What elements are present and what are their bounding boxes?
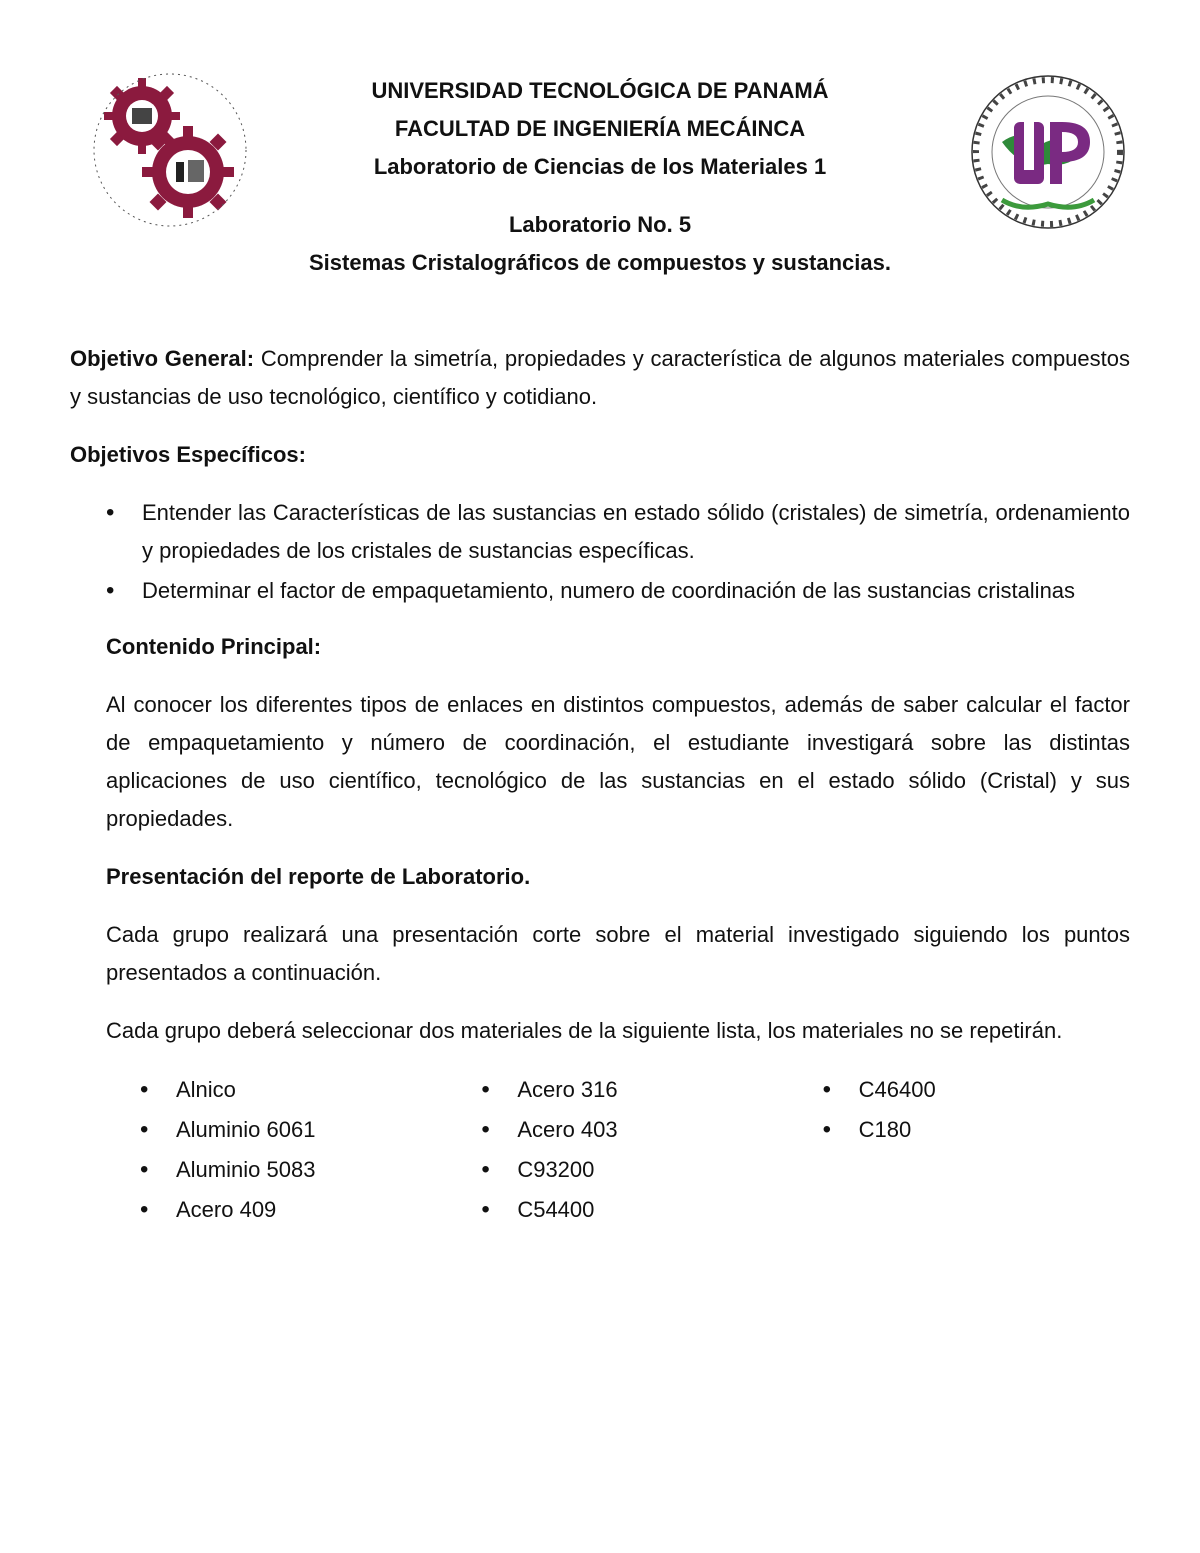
list-item: • Entender las Características de las sustancias en estado sólido (cristales) de simetría, ordenamiento y propiedades de los cristales de sustancias específicas. (70, 494, 1130, 570)
presentacion-label: Presentación del reporte de Laboratorio. (106, 864, 531, 889)
list-item: • Acero 316 (447, 1070, 788, 1110)
presentacion-paragraph-2: Cada grupo deberá seleccionar dos materiales de la siguiente lista, los materiales no se repetirán. (106, 1018, 1063, 1043)
objetivos-especificos-list (70, 494, 1130, 610)
faculty-name: FACULTAD DE INGENIERÍA MECÁINCA (394, 116, 806, 141)
mechanical-faculty-gear-logo-icon (90, 70, 250, 230)
lab-title: Sistemas Cristalográficos de compuestos y sustancias. (308, 250, 891, 275)
document-body (70, 340, 1130, 1230)
list-item: • Determinar el factor de empaquetamiento, numero de coordinación de las sustancias cristalinas (70, 572, 1130, 610)
presentacion-paragraph-1: Cada grupo realizará una presentación corte sobre el material investigado siguiendo los puntos presentados a continuación. (106, 922, 1130, 985)
list-item: • Alnico (106, 1070, 447, 1110)
list-item: • C46400 (789, 1070, 1130, 1110)
list-item: • C180 (789, 1110, 1130, 1150)
list-item: • Acero 409 (106, 1190, 447, 1230)
list-item: • C93200 (447, 1150, 788, 1190)
main-section (106, 628, 1130, 1050)
objetivo-general-paragraph (70, 340, 1130, 416)
utp-university-seal-logo-icon (962, 72, 1134, 232)
list-item: • Aluminio 6061 (106, 1110, 447, 1150)
materials-column-3 (789, 1070, 1130, 1230)
objetivo-general-text: Comprender la simetría, propiedades y característica de algunos materiales compuestos y sustancias de uso tecnológico, científico y cotidiano. (70, 346, 1130, 409)
materials-column-2 (447, 1070, 788, 1230)
list-item: • C54400 (447, 1190, 788, 1230)
lab-number: Laboratorio No. 5 (508, 212, 692, 237)
university-name: UNIVERSIDAD TECNOLÓGICA DE PANAMÁ (371, 78, 829, 103)
list-item: • Acero 403 (447, 1110, 788, 1150)
document-header (250, 72, 950, 282)
materials-column-1 (106, 1070, 447, 1230)
objetivo-general-label: Objetivo General: (70, 346, 255, 371)
contenido-principal-label: Contenido Principal: (106, 634, 322, 659)
lab-course-name: Laboratorio de Ciencias de los Materiales 1 (373, 154, 827, 179)
contenido-principal-text: Al conocer los diferentes tipos de enlaces en distintos compuestos, además de saber calcular el factor de empaquetamiento y número de coordinación, el estudiante investigará sobre las distintas aplicaciones de uso científico, tecnológico de las sustancias en el estado sólido (Cristal) y sus propiedades. (106, 692, 1130, 831)
materials-list (106, 1070, 1130, 1230)
objetivos-especificos-label: Objetivos Específicos: (70, 442, 306, 467)
list-item: • Aluminio 5083 (106, 1150, 447, 1190)
